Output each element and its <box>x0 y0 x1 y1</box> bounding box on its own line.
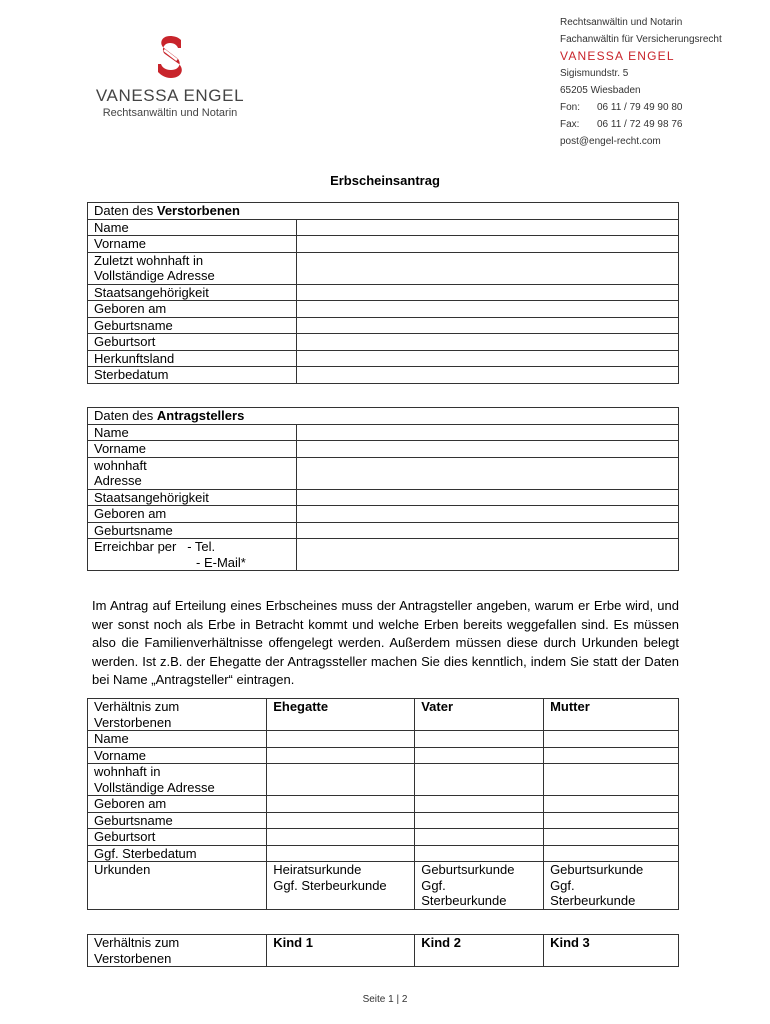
row-label: Staatsangehörigkeit <box>88 489 297 506</box>
table-row <box>88 829 679 846</box>
col-header-mother: Mutter <box>544 699 679 731</box>
table-row <box>88 489 679 506</box>
mother-documents: Geburtsurkunde Ggf. Sterbeurkunde <box>544 862 679 910</box>
spouse-field[interactable] <box>267 747 415 764</box>
table-row <box>88 219 679 236</box>
table-row <box>88 764 679 796</box>
mother-field[interactable] <box>544 747 679 764</box>
col-header-father: Vater <box>415 699 544 731</box>
applicant-birthname-field[interactable] <box>297 522 679 539</box>
applicant-table <box>87 407 679 571</box>
col-header-child-3: Kind 3 <box>544 935 679 967</box>
row-label: Urkunden <box>88 862 267 910</box>
family-table <box>87 698 679 910</box>
deceased-firstname-field[interactable] <box>297 236 679 253</box>
father-field[interactable] <box>415 731 544 748</box>
row-label: Geburtsname <box>88 317 297 334</box>
contact-specialty: Fachanwältin für Versicherungsrecht <box>560 34 722 45</box>
table-header-row <box>88 203 679 220</box>
contact-fax-line <box>560 116 722 133</box>
relation-label: Verhältnis zum Verstorbenen <box>88 935 267 967</box>
table-row <box>88 457 679 489</box>
row-label: Geboren am <box>88 301 297 318</box>
father-field[interactable] <box>415 812 544 829</box>
page-footer: Seite 1 | 2 <box>362 994 408 1005</box>
row-label: Zuletzt wohnhaft in Vollständige Adresse <box>88 252 297 284</box>
table-header-row <box>88 408 679 425</box>
applicant-address-field[interactable] <box>297 457 679 489</box>
table-row <box>88 236 679 253</box>
table-row <box>88 731 679 748</box>
spouse-field[interactable] <box>267 845 415 862</box>
row-label: wohnhaft in Vollständige Adresse <box>88 764 267 796</box>
deceased-address-field[interactable] <box>297 252 679 284</box>
deceased-origin-field[interactable] <box>297 350 679 367</box>
row-label: Geburtsort <box>88 829 267 846</box>
applicant-nationality-field[interactable] <box>297 489 679 506</box>
row-label: Geboren am <box>88 506 297 523</box>
table-row <box>88 334 679 351</box>
fax-label: Fax: <box>560 119 580 130</box>
header-bold: Verstorbenen <box>156 203 240 218</box>
row-label: wohnhaft Adresse <box>88 457 297 489</box>
mother-field[interactable] <box>544 731 679 748</box>
table-row <box>88 812 679 829</box>
logo-name: VANESSA ENGEL <box>95 86 245 105</box>
contact-email: post@engel-recht.com <box>560 136 661 147</box>
row-label: Name <box>88 424 297 441</box>
table-row <box>88 862 679 910</box>
deceased-nationality-field[interactable] <box>297 284 679 301</box>
row-label: Geburtsort <box>88 334 297 351</box>
row-label: Vorname <box>88 441 297 458</box>
father-documents: Geburtsurkunde Ggf. Sterbeurkunde <box>415 862 544 910</box>
table-row <box>88 539 679 571</box>
contact-street: Sigismundstr. 5 <box>560 68 629 79</box>
applicant-header <box>88 408 679 425</box>
table-row <box>88 252 679 284</box>
contact-profession: Rechtsanwältin und Notarin <box>560 17 683 28</box>
col-header-child-1: Kind 1 <box>267 935 415 967</box>
contact-brand: VANESSA ENGEL <box>560 49 675 63</box>
spouse-field[interactable] <box>267 829 415 846</box>
father-field[interactable] <box>415 845 544 862</box>
phone-number: 06 11 / 79 49 90 80 <box>597 102 683 113</box>
header-prefix: Daten des <box>94 408 157 423</box>
applicant-contact-field[interactable] <box>297 539 679 571</box>
contact-block <box>560 14 722 150</box>
row-label: Vorname <box>88 236 297 253</box>
father-field[interactable] <box>415 796 544 813</box>
logo <box>88 34 252 119</box>
mother-field[interactable] <box>544 796 679 813</box>
row-label: Sterbedatum <box>88 367 297 384</box>
row-label: Vorname <box>88 747 267 764</box>
row-label: Erreichbar per - Tel. - E-Mail* <box>88 539 297 571</box>
fax-number: 06 11 / 72 49 98 76 <box>597 119 683 130</box>
row-label: Name <box>88 731 267 748</box>
col-header-child-2: Kind 2 <box>415 935 544 967</box>
applicant-name-field[interactable] <box>297 424 679 441</box>
table-row <box>88 367 679 384</box>
table-row <box>88 796 679 813</box>
contact-city: 65205 Wiesbaden <box>560 85 641 96</box>
table-row <box>88 845 679 862</box>
deceased-deathdate-field[interactable] <box>297 367 679 384</box>
contact-phone-line <box>560 99 722 116</box>
deceased-birthplace-field[interactable] <box>297 334 679 351</box>
section-sign-logo-icon <box>155 34 185 80</box>
row-label: Geburtsname <box>88 812 267 829</box>
deceased-birthname-field[interactable] <box>297 317 679 334</box>
logo-subtitle: Rechtsanwältin und Notarin <box>102 107 238 119</box>
page-title: Erbscheinsantrag <box>330 173 440 188</box>
phone-label: Fon: <box>560 102 581 113</box>
spouse-field[interactable] <box>267 812 415 829</box>
children-table <box>87 934 679 967</box>
applicant-birthdate-field[interactable] <box>297 506 679 523</box>
row-label: Name <box>88 219 297 236</box>
mother-field[interactable] <box>544 764 679 796</box>
row-label: Geboren am <box>88 796 267 813</box>
father-field[interactable] <box>415 747 544 764</box>
col-header-spouse: Ehegatte <box>267 699 415 731</box>
applicant-firstname-field[interactable] <box>297 441 679 458</box>
father-field[interactable] <box>415 764 544 796</box>
father-field[interactable] <box>415 829 544 846</box>
table-row <box>88 506 679 523</box>
header-bold: Antragstellers <box>156 408 245 423</box>
table-row <box>88 424 679 441</box>
deceased-table <box>87 202 679 384</box>
table-row <box>88 350 679 367</box>
mother-field[interactable] <box>544 845 679 862</box>
deceased-header <box>88 203 679 220</box>
spouse-documents: Heiratsurkunde Ggf. Sterbeurkunde <box>267 862 415 910</box>
table-row <box>88 441 679 458</box>
spouse-field[interactable] <box>267 731 415 748</box>
table-row <box>88 284 679 301</box>
row-label: Ggf. Sterbedatum <box>88 845 267 862</box>
table-row <box>88 317 679 334</box>
spouse-field[interactable] <box>267 796 415 813</box>
row-label: Herkunftsland <box>88 350 297 367</box>
table-row <box>88 747 679 764</box>
relation-label: Verhältnis zum Verstorbenen <box>88 699 267 731</box>
mother-field[interactable] <box>544 812 679 829</box>
row-label: Geburtsname <box>88 522 297 539</box>
deceased-name-field[interactable] <box>297 219 679 236</box>
table-row <box>88 522 679 539</box>
row-label: Staatsangehörigkeit <box>88 284 297 301</box>
table-header-row <box>88 699 679 731</box>
table-row <box>88 301 679 318</box>
instructions-paragraph: Im Antrag auf Erteilung eines Erbscheines muss der Antragsteller angeben, warum er Erbe wird, und wer sonst noch als Erbe in Betracht kommt und welche Erben bereits weggefallen sind. Es müssen also die Familienverhältnisse offengelegt werden. Außerdem müssen diese durch Urkunden belegt werden. Ist z.B. der Ehegatte der Antragssteller machen Sie dies kenntlich, indem Sie statt der Daten bei Name „Antragsteller“ eintragen. <box>92 598 679 687</box>
mother-field[interactable] <box>544 829 679 846</box>
deceased-birthdate-field[interactable] <box>297 301 679 318</box>
table-header-row <box>88 935 679 967</box>
header-prefix: Daten des <box>94 203 157 218</box>
spouse-field[interactable] <box>267 764 415 796</box>
